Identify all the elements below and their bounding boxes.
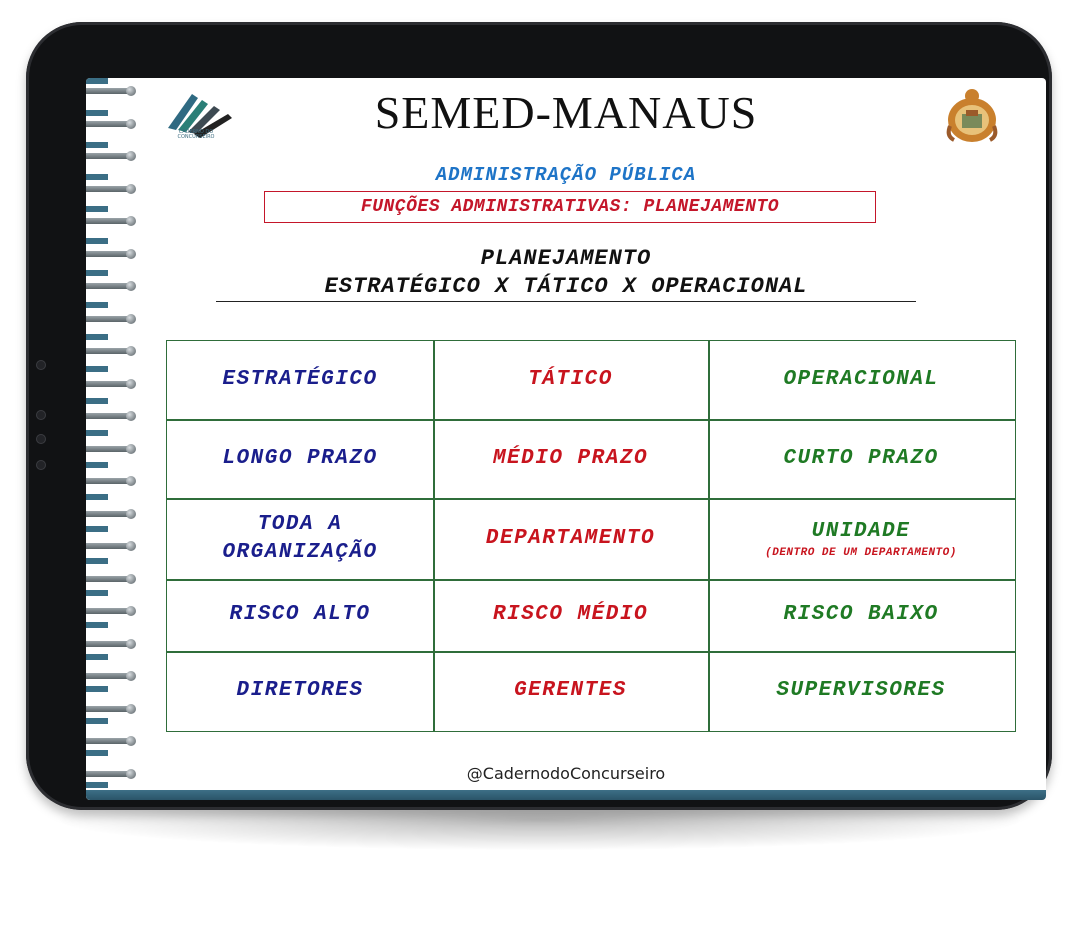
cell-operacional-prazo: CURTO PRAZO [783, 446, 939, 470]
sensor-dot-icon [36, 460, 46, 470]
binding-ring-icon [86, 348, 130, 354]
scope-note: (DENTRO DE UM DEPARTAMENTO) [765, 546, 957, 559]
cell-line: ORGANIZAÇÃO [222, 540, 378, 564]
header-operacional: OPERACIONAL [783, 368, 939, 391]
binding-ring-icon [86, 316, 130, 322]
binding-ring-icon [86, 186, 130, 192]
cell-tatico-prazo: MÉDIO PRAZO [492, 446, 649, 470]
sensor-dot-icon [36, 434, 46, 444]
binding-ring-icon [86, 738, 130, 744]
sensor-dot-icon [36, 410, 46, 420]
binding-ring-icon [86, 446, 130, 452]
camera-dot-icon [36, 360, 46, 370]
binding-ring-icon [86, 218, 130, 224]
notebook-page [86, 78, 1046, 800]
header-tatico: TÁTICO [528, 368, 613, 391]
binding-ring-icon [86, 706, 130, 712]
binding-ring-icon [86, 673, 130, 679]
binding-ring-icon [86, 511, 130, 517]
binding-ring-icon [86, 608, 130, 614]
binding-ring-icon [86, 478, 130, 484]
cell-operacional-responsavel: SUPERVISORES [776, 679, 946, 702]
binding-ring-icon [86, 153, 130, 159]
cell-tatico-responsavel: GERENTES [514, 679, 627, 702]
cell-estrategico-risco: RISCO ALTO [229, 603, 371, 626]
spiral-binding [86, 78, 146, 800]
binding-ring-icon [86, 381, 130, 387]
tablet-frame [26, 22, 1052, 810]
cell-tatico-risco: RISCO MÉDIO [492, 603, 649, 626]
topic-box [264, 191, 876, 223]
cell-operacional-risco: RISCO BAIXO [783, 603, 939, 626]
comparison-table [166, 340, 1016, 732]
heading-line-1: PLANEJAMENTO [480, 246, 652, 271]
cell-estrategico-prazo: LONGO PRAZO [222, 446, 378, 470]
cell-estrategico-abrangencia [167, 498, 433, 579]
cell-operacional-abrangencia: UNIDADE (DENTRO DE UM DEPARTAMENTO) [765, 519, 957, 559]
logo-caption: CADERNO DO CONCURSEIRO [177, 129, 215, 140]
bottom-strip [86, 790, 1046, 800]
binding-ring-icon [86, 283, 130, 289]
page-title: SEMED-MANAUS [374, 87, 758, 138]
subject-label: ADMINISTRAÇÃO PÚBLICA [435, 164, 697, 186]
binding-ring-icon [86, 641, 130, 647]
heading-line-2: ESTRATÉGICO X TÁTICO X OPERACIONAL [216, 274, 916, 302]
footer-handle: @CadernodoConcurseiro [466, 764, 666, 783]
header-estrategico: ESTRATÉGICO [222, 368, 378, 391]
topic-label: FUNÇÕES ADMINISTRATIVAS: PLANEJAMENTO [360, 197, 780, 217]
binding-ring-icon [86, 576, 130, 582]
binding-ring-icon [86, 413, 130, 419]
cell-line: TODA A [257, 512, 343, 536]
binding-ring-icon [86, 543, 130, 549]
city-seal-icon [944, 86, 1000, 146]
cell-tatico-abrangencia: DEPARTAMENTO [485, 526, 656, 550]
cell-estrategico-responsavel: DIRETORES [236, 679, 364, 702]
